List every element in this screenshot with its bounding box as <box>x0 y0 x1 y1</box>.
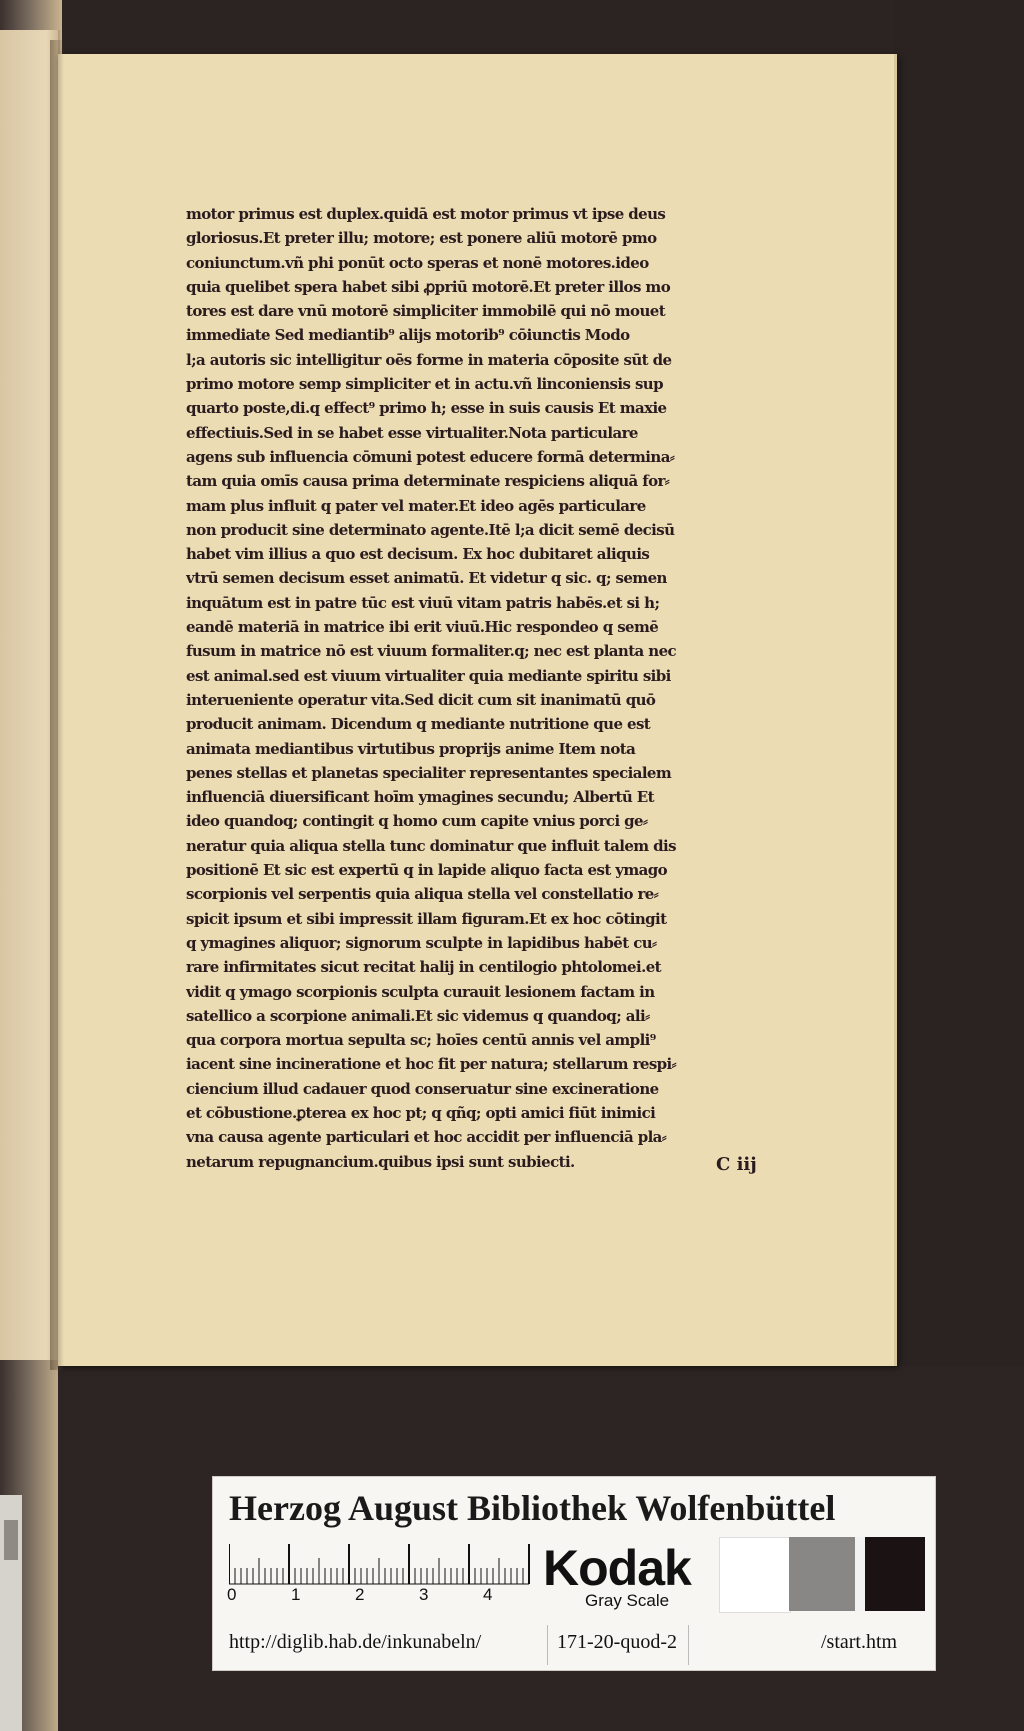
text-line: eandē materiā in matrice ibi erit viuū.Hic respondeo q semē <box>186 618 659 637</box>
text-block <box>186 202 786 1174</box>
text-line: coniunctum.vñ phi ponūt octo speras et nonē motores.ideo <box>186 253 649 272</box>
text-line: satellico a scorpione animali.Et sic videmus q quandoq; ali⸗ <box>186 1006 650 1025</box>
text-line: iacent sine incineratione et hoc fit per natura; stellarum respi⸗ <box>186 1055 677 1074</box>
color-target-card <box>212 1476 936 1671</box>
library-name: Herzog August Bibliothek Wolfenbüttel <box>229 1488 836 1528</box>
text-line: et cōbustione.ꝑterea ex hoc pt; q qñq; opti amici fiūt inimici <box>186 1103 656 1122</box>
text-line: non producit sine determinato agente.Itē l;a dicit semē decisū <box>186 520 675 539</box>
text-line: neratur quia aliqua stella tunc dominatur que influit talem dis <box>186 836 676 855</box>
ruler-number: 0 <box>227 1585 237 1604</box>
url-row <box>213 1623 935 1669</box>
ruler-number: 2 <box>355 1585 365 1604</box>
text-line: spicit ipsum et sibi impressit illam figuram.Et ex hoc cōtingit <box>186 909 667 928</box>
text-line: producit animam. Dicendum q mediante nutritione que est <box>186 715 651 734</box>
text-line: vna causa agente particulari et hoc accidit per influenciā pla⸗ <box>186 1128 667 1147</box>
text-line: scorpionis vel serpentis quia aliqua stella vel constellatio re⸗ <box>186 885 659 904</box>
text-line: agens sub influencia cōmuni potest educere formā determina⸗ <box>186 447 675 466</box>
signature-mark: C iij <box>716 1154 757 1175</box>
text-line: influenciā diuersificant hoīm ymagines secundu; Albertū Et <box>186 788 654 807</box>
text-line: ciencium illud cadauer quod conseruatur sine excineratione <box>186 1079 659 1098</box>
text-line: immediate Sed mediantib⁹ alijs motorib⁹ cōiunctis Modo <box>186 326 630 345</box>
book-page <box>58 54 897 1366</box>
text-line: effectiuis.Sed in se habet esse virtualiter.Nota particulare <box>186 423 638 442</box>
gray-scale-label: Gray Scale <box>585 1591 670 1610</box>
text-line: vidit q ymago scorpionis sculpta curauit lesionem factam in <box>186 982 655 1001</box>
text-line: tores est dare vnū motorē simpliciter immobilē qui nō mouet <box>186 302 666 321</box>
text-line: ideo quandoq; contingit q homo cum capite vnius porci ge⸗ <box>186 812 648 831</box>
text-line: habet vim illius a quo est decisum. Ex hoc dubitaret aliquis <box>186 545 650 564</box>
url-id: 171-20-quod-2 <box>557 1631 677 1653</box>
url-base: http://diglib.hab.de/inkunabeln/ <box>229 1631 482 1653</box>
text-line: animata mediantibus virtutibus proprijs anime Item nota <box>186 739 636 758</box>
text-line: gloriosus.Et preter illu; motore; est ponere aliū motorē pmo <box>186 229 657 248</box>
text-line: fusum in matrice nō est viuum formaliter.q; nec est planta nec <box>186 642 677 661</box>
white-swatch-narrow <box>855 1537 865 1611</box>
text-line: quia quelibet spera habet sibi ꝓpriū motorē.Et preter illos mo <box>186 277 671 296</box>
text-line: l;a autoris sic intelligitur oēs forme in materia cōposite sūt de <box>186 350 672 369</box>
text-line: inquātum est in patre tūc est viuū vitam patris habēs.et si h; <box>186 593 660 612</box>
text-line: qua corpora mortua sepulta sc; hoīes centū annis vel ampli⁹ <box>186 1031 656 1050</box>
text-line: interueniente operatur vita.Sed dicit cum sit inanimatū quō <box>186 690 656 709</box>
text-line: positionē Et sic est expertū q in lapide aliquo facta est ymago <box>186 861 668 880</box>
white-swatch <box>719 1537 791 1613</box>
text-line: mam plus influit q pater vel mater.Et ideo agēs particulare <box>186 496 646 515</box>
text-line: primo motore semp simpliciter et in actu.vñ linconiensis sup <box>186 375 663 394</box>
ruler-number: 4 <box>483 1585 493 1604</box>
gray-swatch <box>789 1537 855 1611</box>
url-suffix: /start.htm <box>821 1631 898 1653</box>
text-line: q ymagines aliquor; signorum sculpte in lapidibus habēt cu⸗ <box>186 933 657 952</box>
text-line: tam quia omīs causa prima determinate respiciens aliquā for⸗ <box>186 472 670 491</box>
black-swatch <box>865 1537 925 1611</box>
text-line: rare infirmitates sicut recitat halij in centilogio phtolomei.et <box>186 958 661 977</box>
spine-shadow <box>50 40 64 1370</box>
scale-ruler <box>229 1541 539 1585</box>
text-line: motor primus est duplex.quidā est motor primus vt ipse deus <box>186 205 666 223</box>
kodak-logo: Kodak <box>543 1540 691 1596</box>
text-line: est animal.sed est viuum virtualiter quia mediante spiritu sibi <box>186 666 671 685</box>
text-line: vtrū semen decisum esset animatū. Et videtur q sic. q; semen <box>186 569 667 588</box>
side-tab-mark <box>4 1520 18 1560</box>
ruler-number: 1 <box>291 1585 301 1604</box>
ruler-number: 3 <box>419 1585 429 1604</box>
text-line: penes stellas et planetas specialiter representantes specialem <box>186 763 672 782</box>
text-line: netarum repugnancium.quibus ipsi sunt subiecti. <box>186 1152 575 1171</box>
text-line: quarto poste,di.q effect⁹ primo h; esse in suis causis Et maxie <box>186 399 667 418</box>
